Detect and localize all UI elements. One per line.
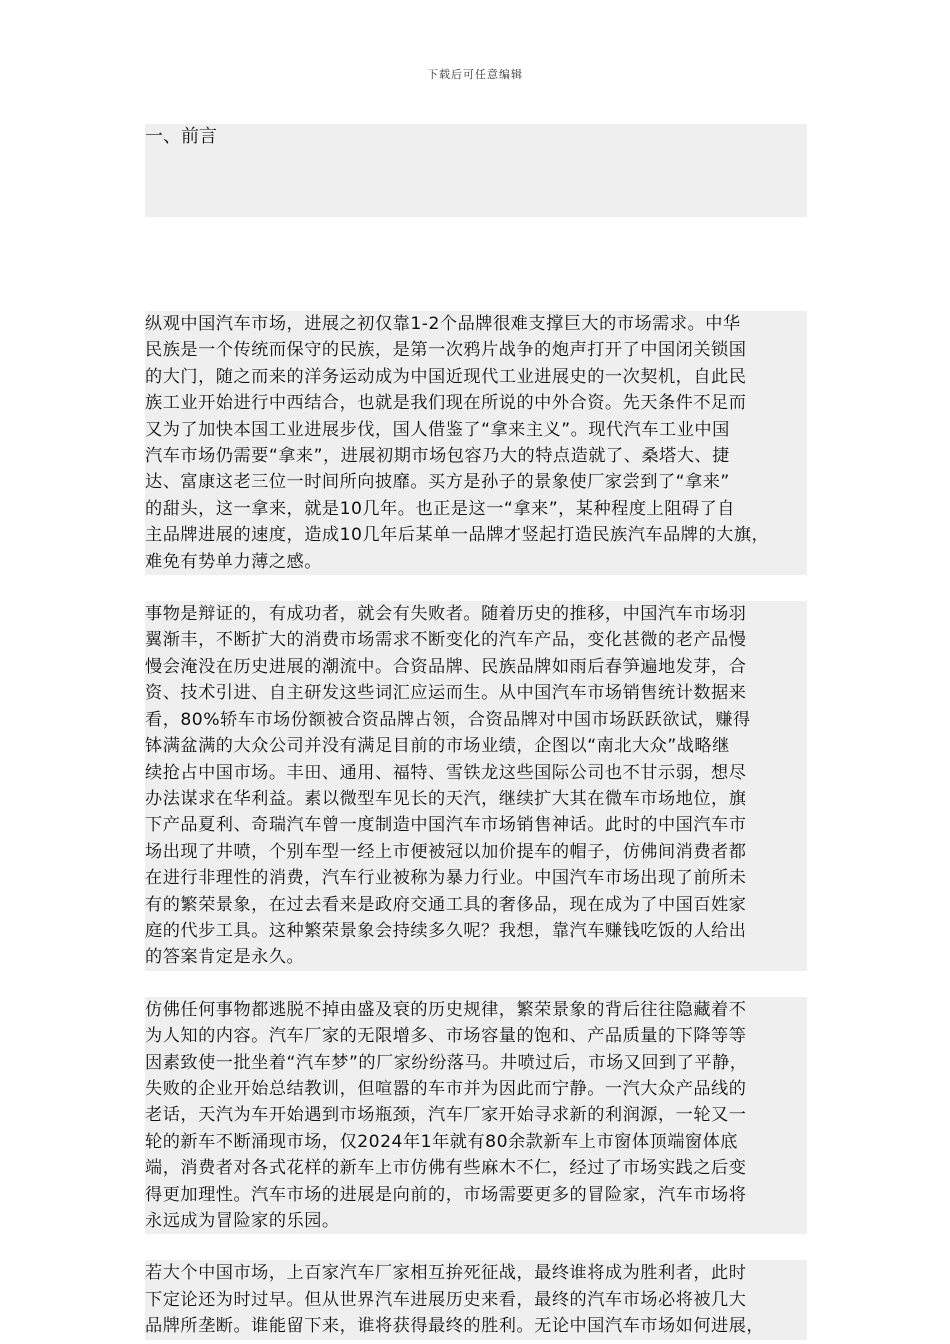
- text-line: 民族是一个传统而保守的民族，是第一次鸦片战争的炮声打开了中国闭关锁国: [145, 340, 747, 361]
- text-line: 为人知的内容。汽车厂家的无限增多、市场容量的饱和、产品质量的下降等等: [145, 1026, 747, 1047]
- section-heading: 一、前言: [145, 124, 807, 217]
- text-line: 仿佛任何事物都逃脱不掉由盛及衰的历史规律，繁荣景象的背后往往隐藏着不: [145, 999, 747, 1020]
- text-line: 族工业开始进行中西结合，也就是我们现在所说的中外合资。先天条件不足而: [145, 393, 747, 414]
- text-line: 又为了加快本国工业进展步伐，国人借鉴了“拿来主义”。现代汽车工业中国: [145, 419, 730, 440]
- text-line: 有的繁荣景象，在过去看来是政府交通工具的奢侈品，现在成为了中国百姓家: [145, 894, 747, 915]
- paragraph-spacer: [145, 575, 807, 601]
- text-line: 翼渐丰，不断扩大的消费市场需求不断变化的汽车产品，变化甚微的老产品慢: [145, 630, 747, 651]
- text-line: 永远成为冒险家的乐园。: [145, 1211, 340, 1231]
- text-line: 下定论还为时过早。但从世界汽车进展历史来看，最终的汽车市场必将被几大: [145, 1289, 747, 1310]
- page-header: 下载后可任意编辑: [427, 68, 523, 81]
- text-line: 钵满盆满的大众公司并没有满足目前的市场业绩，企图以“南北大众”战略继: [145, 736, 730, 757]
- text-line: 难免有势单力薄之感。: [145, 551, 322, 572]
- text-line: 事物是辩证的，有成功者，就会有失败者。随着历史的推移，中国汽车市场羽: [145, 604, 747, 625]
- text-line: 资、技术引进、自主研发这些词汇应运而生。从中国汽车市场销售统计数据来: [145, 683, 747, 704]
- text-line: 得更加理性。汽车市场的进展是向前的，市场需要更多的冒险家，汽车市场将: [145, 1184, 747, 1205]
- paragraph-1: [145, 311, 807, 575]
- text-line: 慢会淹没在历史进展的潮流中。合资品牌、民族品牌如雨后春笋遍地发芽，合: [145, 656, 747, 677]
- text-line: 老话，天汽为车开始遇到市场瓶颈，汽车厂家开始寻求新的利润源，一轮又一: [145, 1105, 747, 1126]
- document-body: [145, 124, 807, 1340]
- text-line: 汽车市场仍需要“拿来”，进展初期市场包容乃大的特点造就了、桑塔大、捷: [145, 446, 730, 467]
- text-line: 因素致使一批坐着“汽车梦”的厂家纷纷落马。井喷过后，市场又回到了平静，: [145, 1052, 748, 1073]
- text-line: 的甜头，这一拿来，就是10几年。也正是这一“拿来”，某种程度上阻碍了自: [145, 498, 735, 519]
- text-line: 庭的代步工具。这种繁荣景象会持续多久呢？我想，靠汽车赚钱吃饭的人给出: [145, 920, 747, 941]
- text-line: 端，消费者对各式花样的新车上市仿佛有些麻木不仁，经过了市场实践之后变: [145, 1158, 747, 1179]
- text-line: 在进行非理性的消费，汽车行业被称为暴力行业。中国汽车市场出现了前所未: [145, 868, 747, 889]
- paragraph-spacer: [145, 1234, 807, 1260]
- text-line: 办法谋求在华利益。素以微型车见长的天汽，继续扩大其在微车市场地位，旗: [145, 788, 747, 809]
- text-line: 达、富康这老三位一时间所向披靡。买方是孙子的景象使厂家尝到了“拿来”: [145, 472, 730, 493]
- text-line: 若大个中国市场，上百家汽车厂家相互拚死征战，最终谁将成为胜利者，此时: [145, 1263, 747, 1284]
- text-line: 品牌所垄断。谁能留下来，谁将获得最终的胜利。无论中国汽车市场如何进展，: [145, 1316, 765, 1337]
- paragraph-3: [145, 997, 807, 1235]
- text-line: 看，80%轿车市场份额被合资品牌占领，合资品牌对中国市场跃跃欲试，赚得: [145, 709, 751, 730]
- text-line: 的答案肯定是永久。: [145, 947, 305, 968]
- text-line: 失败的企业开始总结教训，但喧嚣的车市并为因此而宁静。一汽大众产品线的: [145, 1078, 747, 1099]
- text-line: 续抢占中国市场。丰田、通用、福特、雪铁龙这些国际公司也不甘示弱，想尽: [145, 762, 747, 783]
- text-line: 下产品夏利、奇瑞汽车曾一度制造中国汽车市场销售神话。此时的中国汽车市: [145, 815, 747, 836]
- text-line: 的大门，随之而来的洋务运动成为中国近现代工业进展史的一次契机，自此民: [145, 366, 747, 387]
- spacer: [145, 217, 807, 311]
- text-line: 主品牌进展的速度，造成10几年后某单一品牌才竖起打造民族汽车品牌的大旗，: [145, 525, 770, 546]
- text-line: 轮的新车不断涌现市场，仅2024年1年就有80余款新车上市窗体顶端窗体底: [145, 1131, 738, 1152]
- text-line: 纵观中国汽车市场，进展之初仅靠1-2个品牌很难支撑巨大的市场需求。中华: [145, 314, 741, 334]
- text-line: 场出现了井喷，个别车型一经上市便被冠以加价提车的帽子，仿佛间消费者都: [145, 841, 747, 862]
- paragraph-4: [145, 1260, 807, 1339]
- paragraph-spacer: [145, 971, 807, 997]
- paragraph-2: [145, 601, 807, 971]
